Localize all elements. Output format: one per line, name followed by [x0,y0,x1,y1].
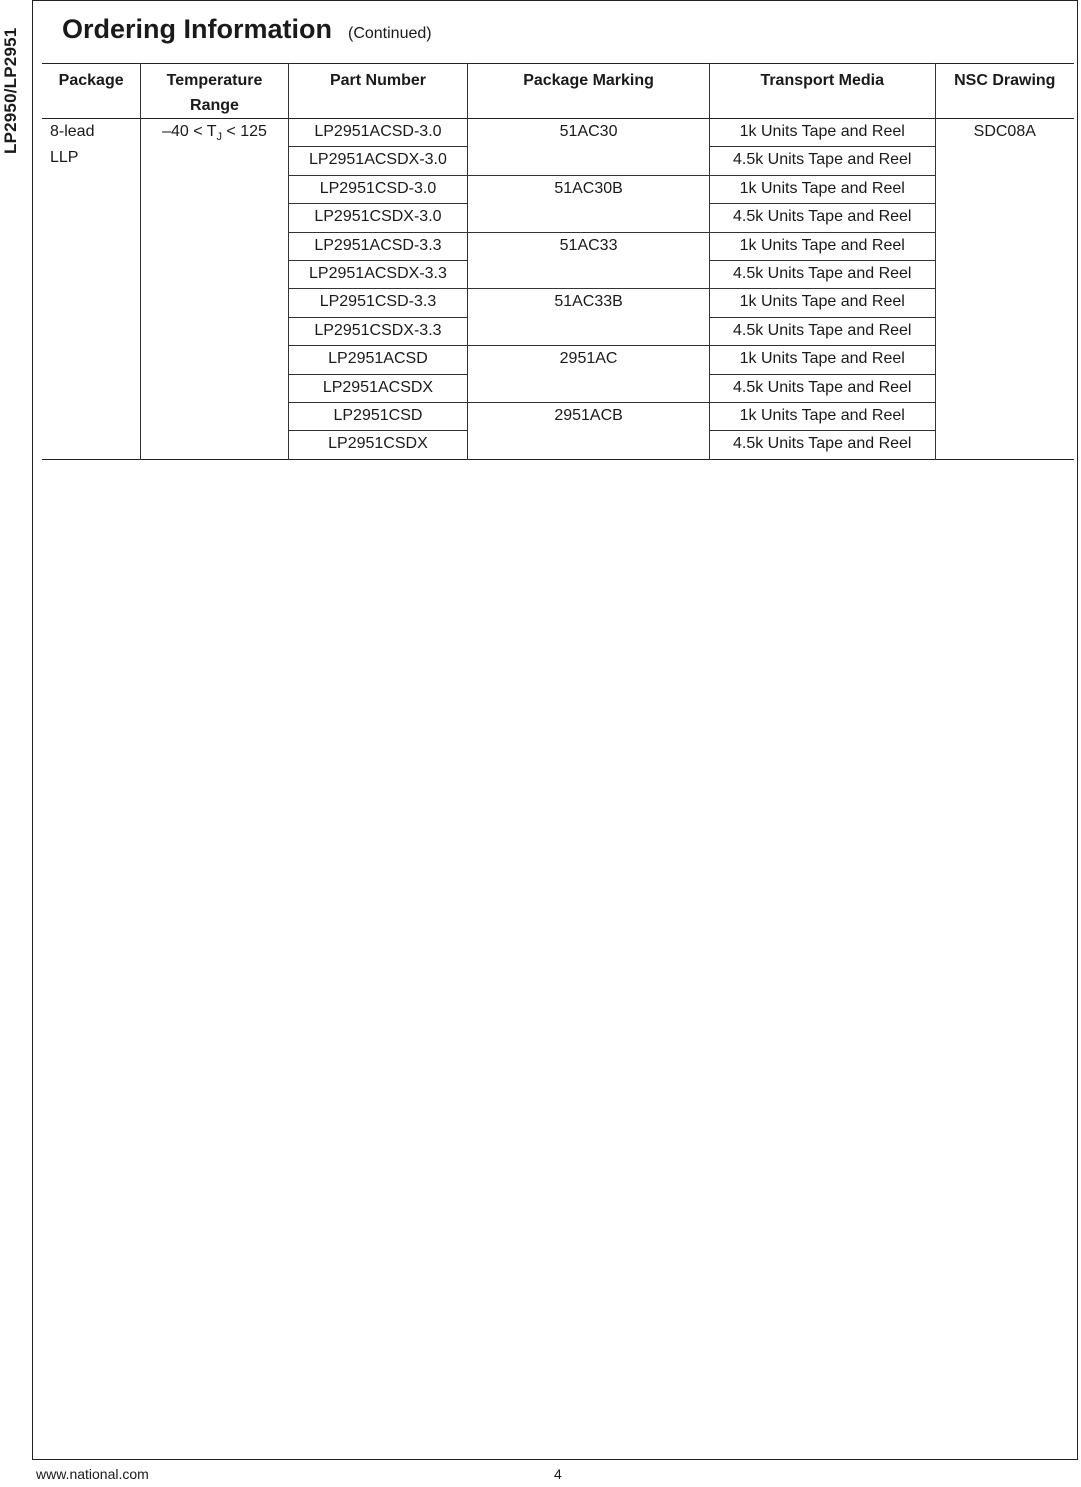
side-label-text: LP2950/LP2951 [1,27,20,154]
cell-transport-media: 1k Units Tape and Reel [709,402,935,430]
cell-transport-media: 4.5k Units Tape and Reel [709,431,935,459]
cell-part-number: LP2951CSDX-3.0 [288,204,468,232]
table-body [42,119,1074,460]
section-title-text: Ordering Information [62,14,332,44]
header-transport-media: Transport Media [709,64,935,119]
cell-part-number: LP2951ACSD-3.0 [288,119,468,147]
table-row [42,119,1074,147]
cell-part-number: LP2951CSD-3.0 [288,175,468,203]
header-temperature-line1: Temperature [166,72,263,89]
cell-part-number: LP2951CSD [288,402,468,430]
cell-package [42,119,141,460]
header-nsc-drawing: NSC Drawing [954,72,1056,89]
header-package-marking: Package Marking [468,64,710,119]
section-title-note: (Continued) [348,25,432,42]
footer-website: www.national.com [36,1466,149,1482]
cell-package-marking: 51AC30B [468,175,710,232]
cell-package-marking: 2951ACB [468,402,710,459]
cell-transport-media: 1k Units Tape and Reel [709,232,935,260]
package-line2: LLP [50,149,79,166]
cell-transport-media: 1k Units Tape and Reel [709,289,935,317]
cell-transport-media: 1k Units Tape and Reel [709,175,935,203]
cell-part-number: LP2951ACSDX [288,374,468,402]
cell-transport-media: 1k Units Tape and Reel [709,119,935,147]
temp-subscript: J [216,131,222,144]
cell-part-number: LP2951ACSD [288,346,468,374]
cell-part-number: LP2951CSDX [288,431,468,459]
temp-prefix: –40 < T [162,123,217,140]
footer-page-number: 4 [554,1466,562,1482]
cell-part-number: LP2951CSDX-3.3 [288,317,468,345]
cell-package-marking: 2951AC [468,346,710,403]
cell-transport-media: 4.5k Units Tape and Reel [709,147,935,175]
header-part-number: Part Number [288,64,468,119]
cell-nsc-drawing: SDC08A [973,123,1036,140]
cell-part-number: LP2951CSD-3.3 [288,289,468,317]
package-line1: 8-lead [50,123,95,140]
cell-part-number: LP2951ACSDX-3.0 [288,147,468,175]
cell-package-marking: 51AC30 [468,119,710,176]
temp-suffix: < 125 [221,123,267,140]
header-package: Package [42,64,141,119]
section-title [62,14,432,45]
cell-transport-media: 4.5k Units Tape and Reel [709,317,935,345]
cell-package-marking: 51AC33B [468,289,710,346]
cell-package-marking: 51AC33 [468,232,710,289]
cell-transport-media: 4.5k Units Tape and Reel [709,374,935,402]
ordering-table [42,63,1074,460]
cell-temperature-range [141,119,288,460]
header-temperature-range [141,64,288,119]
header-temperature-line2: Range [190,97,239,114]
cell-part-number: LP2951ACSD-3.3 [288,232,468,260]
cell-transport-media: 1k Units Tape and Reel [709,346,935,374]
side-label [0,0,28,160]
cell-transport-media: 4.5k Units Tape and Reel [709,204,935,232]
table-header-row [42,64,1074,119]
cell-part-number: LP2951ACSDX-3.3 [288,260,468,288]
cell-transport-media: 4.5k Units Tape and Reel [709,260,935,288]
